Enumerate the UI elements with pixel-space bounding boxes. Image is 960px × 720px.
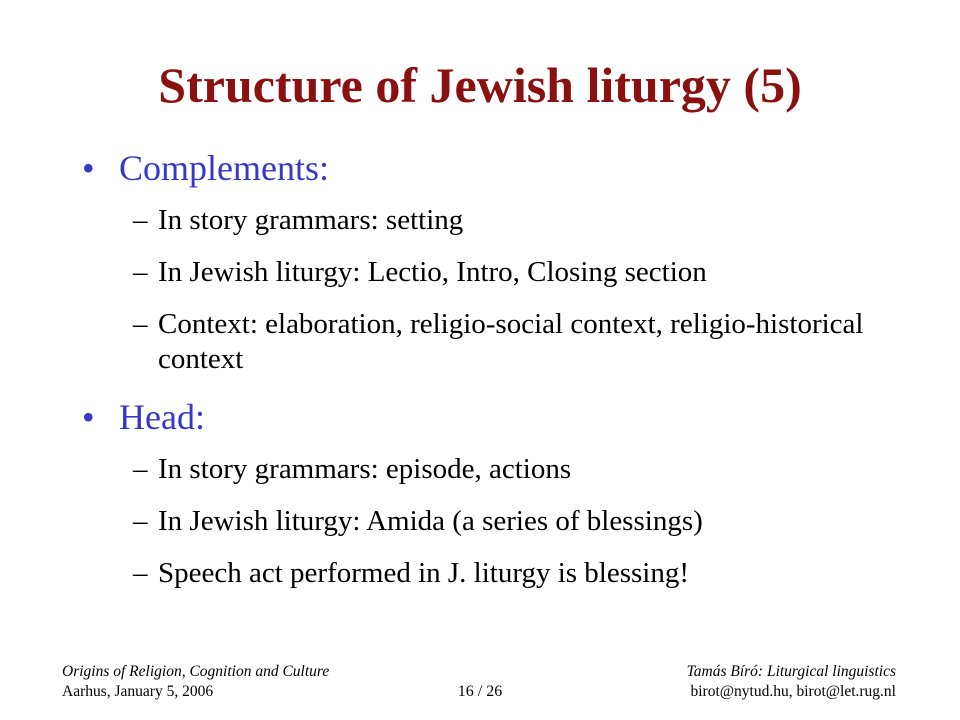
bullet-heading: Head: xyxy=(119,396,205,437)
bullet-dot: • xyxy=(82,148,95,188)
list-item xyxy=(82,452,902,487)
list-item-text: Speech act performed in J. liturgy is blessing! xyxy=(158,556,690,589)
dash-marker: – xyxy=(133,256,148,289)
list-item xyxy=(82,255,902,290)
head-list xyxy=(82,452,902,590)
dash-marker: – xyxy=(133,452,148,485)
dash-marker: – xyxy=(133,307,148,340)
footer-email: birot@nytud.hu, birot@let.rug.nl xyxy=(690,683,896,701)
list-item-text: In story grammars: setting xyxy=(158,204,464,237)
footer-author: Tamás Bíró: Liturgical linguistics xyxy=(686,663,896,680)
bullet-complements xyxy=(82,148,902,189)
list-item xyxy=(82,504,902,539)
list-item-text: In Jewish liturgy: Lectio, Intro, Closing section xyxy=(158,256,707,289)
list-item xyxy=(82,203,902,238)
list-item-text: Context: elaboration, religio-social context, religio-historical context xyxy=(158,307,864,375)
footer-right xyxy=(687,662,896,702)
list-item xyxy=(82,556,902,591)
bullet-head xyxy=(82,397,902,438)
list-item xyxy=(82,307,878,377)
slide-title: Structure of Jewish liturgy (5) xyxy=(158,57,802,113)
bullet-dot: • xyxy=(82,396,95,437)
dash-marker: – xyxy=(133,204,148,237)
list-item-text: In Jewish liturgy: Amida (a series of blessings) xyxy=(158,504,703,537)
complements-list xyxy=(82,203,902,376)
slide-content xyxy=(82,148,902,590)
page-number: 16 / 26 xyxy=(457,683,503,700)
footer-date: Aarhus, January 5, 2006 xyxy=(62,683,214,701)
dash-marker: – xyxy=(133,504,148,537)
list-item-text: In story grammars: episode, actions xyxy=(158,452,572,485)
footer-conference: Origins of Religion, Cognition and Culture xyxy=(62,663,330,680)
dash-marker: – xyxy=(133,556,148,589)
bullet-heading: Complements: xyxy=(119,148,329,188)
